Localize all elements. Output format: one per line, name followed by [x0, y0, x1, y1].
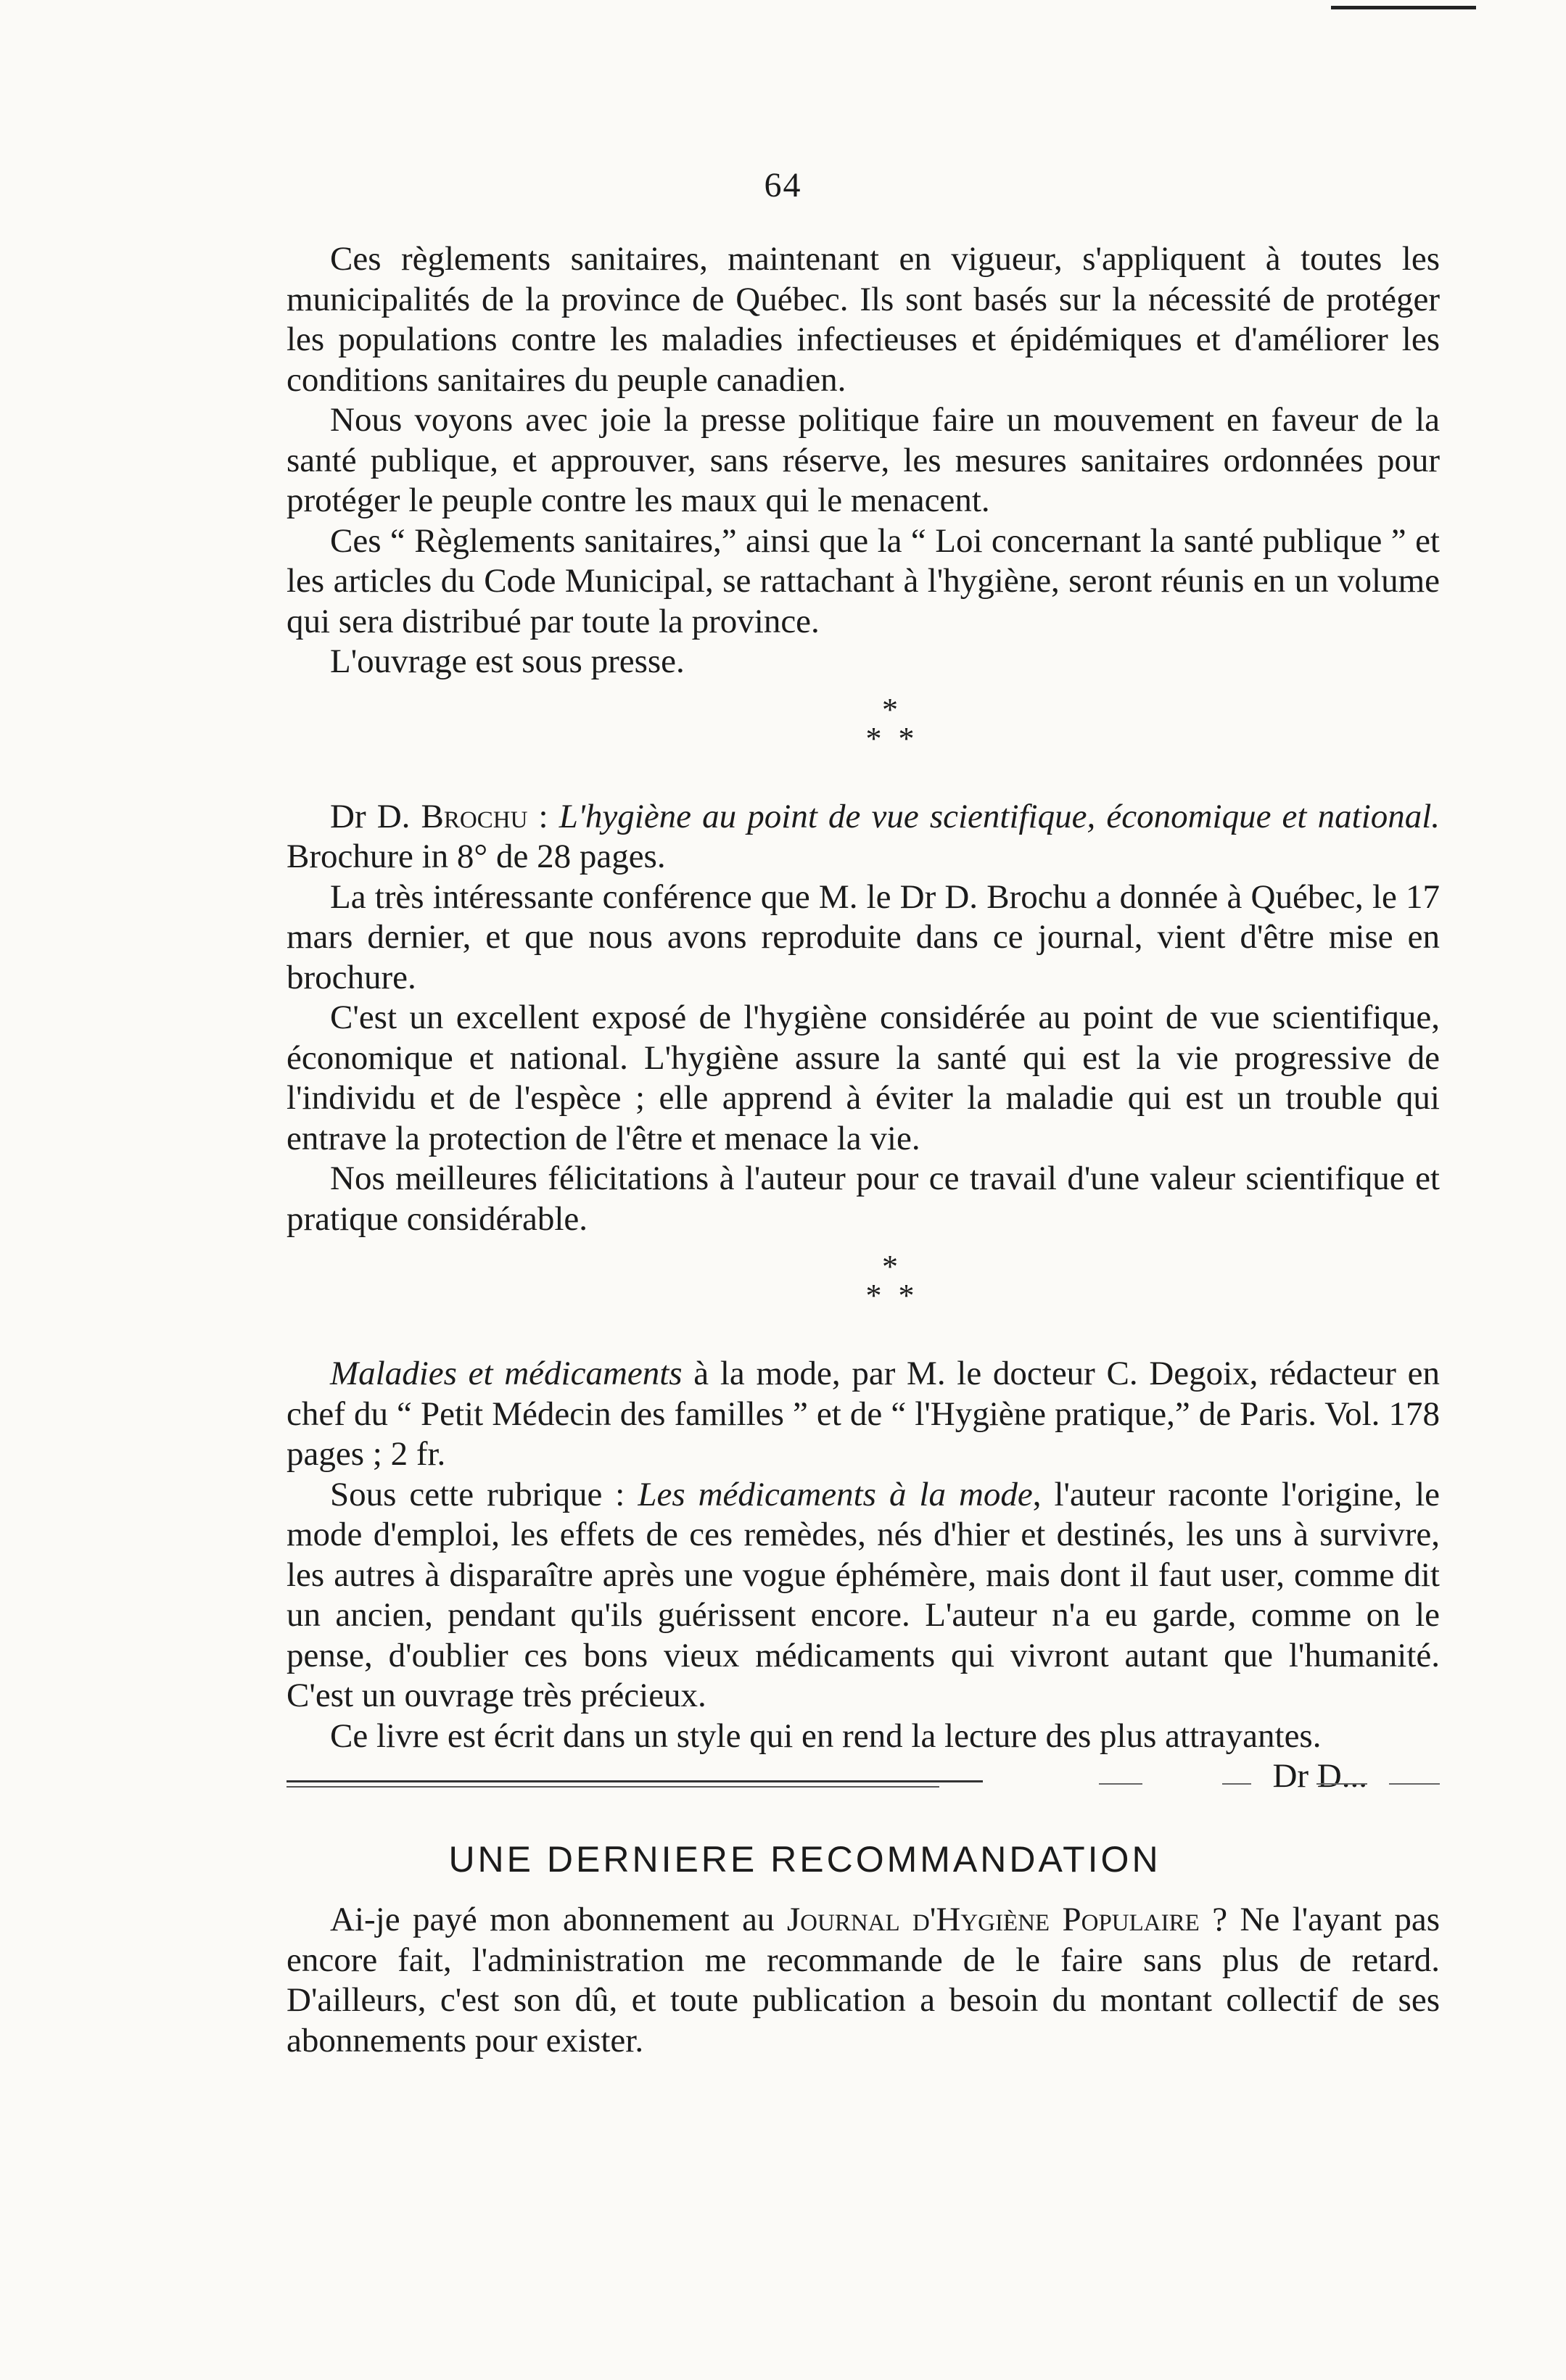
- closing-start: Ai-je payé mon abonnement au: [330, 1901, 787, 1938]
- review-brochu-paragraph-1: La très intéressante conférence que M. le Dr D. Brochu a donnée à Québec, le 17 mars dernier, et que nous avons reproduite dans ce journal, vient d'être mise en brochure.: [287, 877, 1440, 996]
- review-brochu-heading: [287, 797, 1440, 877]
- review-degoix-p1-italic: Les médicaments à la mode: [638, 1475, 1033, 1513]
- asterism-top: *: [882, 691, 902, 727]
- asterism-bottom: * *: [865, 720, 919, 756]
- divider-dash: [1316, 1783, 1367, 1785]
- asterism-top-2: *: [882, 1249, 902, 1284]
- divider-dash: [1389, 1783, 1440, 1785]
- section-divider-rule: [287, 1780, 1440, 1795]
- review-degoix-p2-text: Ce livre est écrit dans un style qui en rend la lecture des plus attrayantes.: [330, 1716, 1322, 1755]
- main-text: [287, 239, 1440, 1797]
- review-degoix-paragraph-1: [287, 1475, 1440, 1716]
- review-degoix-heading: [287, 1354, 1440, 1475]
- review-brochu-paragraph-3: Nos meilleures félicitations à l'auteur pour ce travail d'une valeur scientifique et pratique considérable.: [287, 1160, 1440, 1238]
- divider-dash: [1099, 1783, 1142, 1785]
- review-degoix-title: Maladies et médicaments: [330, 1355, 683, 1392]
- review-signature: Dr D...: [1272, 1757, 1367, 1795]
- asterism-separator: [345, 691, 1440, 756]
- asterism-separator-2: [345, 1249, 1440, 1313]
- review-degoix-paragraph-2: [287, 1716, 1440, 1795]
- paragraph-in-press: L'ouvrage est sous presse.: [330, 642, 685, 680]
- review-degoix-p1-start: Sous cette rubrique :: [330, 1475, 638, 1513]
- closing-rest: ? Ne l'ayant pas encore fait, l'administration me recommande de le faire sans plus de retard. D'ailleurs, c'est son dû, et toute publication a besoin du montant collectif de ses abonnements pour exister.: [287, 1901, 1440, 2059]
- paragraph-press: Nous voyons avec joie la presse politique faire un mouvement en faveur de la santé publique, et approuver, sans réserve, les mesures sanitaires ordonnées pour protéger le peuple contre les maux qui le menacent.: [287, 401, 1440, 519]
- paragraph-regulations: Ces règlements sanitaires, maintenant en vigueur, s'appliquent à toutes les municipalités de la province de Québec. Ils sont basés sur la nécessité de protéger les populations contre les maladies infectieuses et épidémiques et d'améliorer les conditions sanitaires du peuple canadien.: [287, 240, 1440, 399]
- section-title: UNE DERNIERE RECOMMANDATION: [448, 1839, 1161, 1880]
- review-brochu-colon: :: [527, 797, 559, 835]
- paragraph-volume: Ces “ Règlements sanitaires,” ainsi que la “ Loi concernant la santé publique ” et les articles du Code Municipal, se rattachant à l'hygiène, seront réunis en un volume qui sera distribué par toute la province.: [287, 521, 1440, 640]
- closing-paragraph: [287, 1900, 1440, 2061]
- asterism-bottom-2: * *: [865, 1278, 919, 1313]
- review-brochu-details: Brochure in 8° de 28 pages.: [287, 838, 666, 875]
- top-edge-rule: [1331, 6, 1476, 9]
- review-brochu-paragraph-2: C'est un excellent exposé de l'hygiène considérée au point de vue scientifique, économique et national. L'hygiène assure la santé qui est la vie progressive de l'individu et de l'espèce ; elle apprend à éviter la maladie qui est un trouble qui entrave la protection de l'être et menace la vie.: [287, 999, 1440, 1157]
- review-degoix-intro: à la mode, par M. le docteur C. Degoix, rédacteur en chef du “ Petit Médecin des familles ” et de “ l'Hygiène pratique,” de Paris. Vol. 178 pages ; 2 fr.: [287, 1355, 1440, 1473]
- review-degoix-p1-rest: , l'auteur raconte l'origine, le mode d'emploi, les effets de ces remèdes, nés d'hier et destinés, les uns à survivre, les autres à disparaître après une vogue éphémère, mais dont il faut user, comme dit un ancien, pendant qu'ils guérissent encore. L'auteur n'a eu garde, comme on le pense, d'oublier ces bons vieux médicaments qui vivront autant que l'humanité. C'est un ouvrage très précieux.: [287, 1475, 1440, 1714]
- divider-dash: [1222, 1783, 1251, 1785]
- review-brochu-title: L'hygiène au point de vue scientifique, économique et national.: [559, 797, 1440, 835]
- divider-line-upper: [287, 1780, 983, 1782]
- divider-line-lower: [287, 1786, 939, 1788]
- closing-journal-name: Journal d'Hygiène Populaire: [786, 1901, 1200, 1938]
- review-brochu-author-prefix: Dr D.: [330, 797, 411, 835]
- closing-paragraph-block: [287, 1900, 1440, 2061]
- review-brochu-author-name: Brochu: [421, 797, 528, 835]
- page-number: 64: [764, 166, 802, 204]
